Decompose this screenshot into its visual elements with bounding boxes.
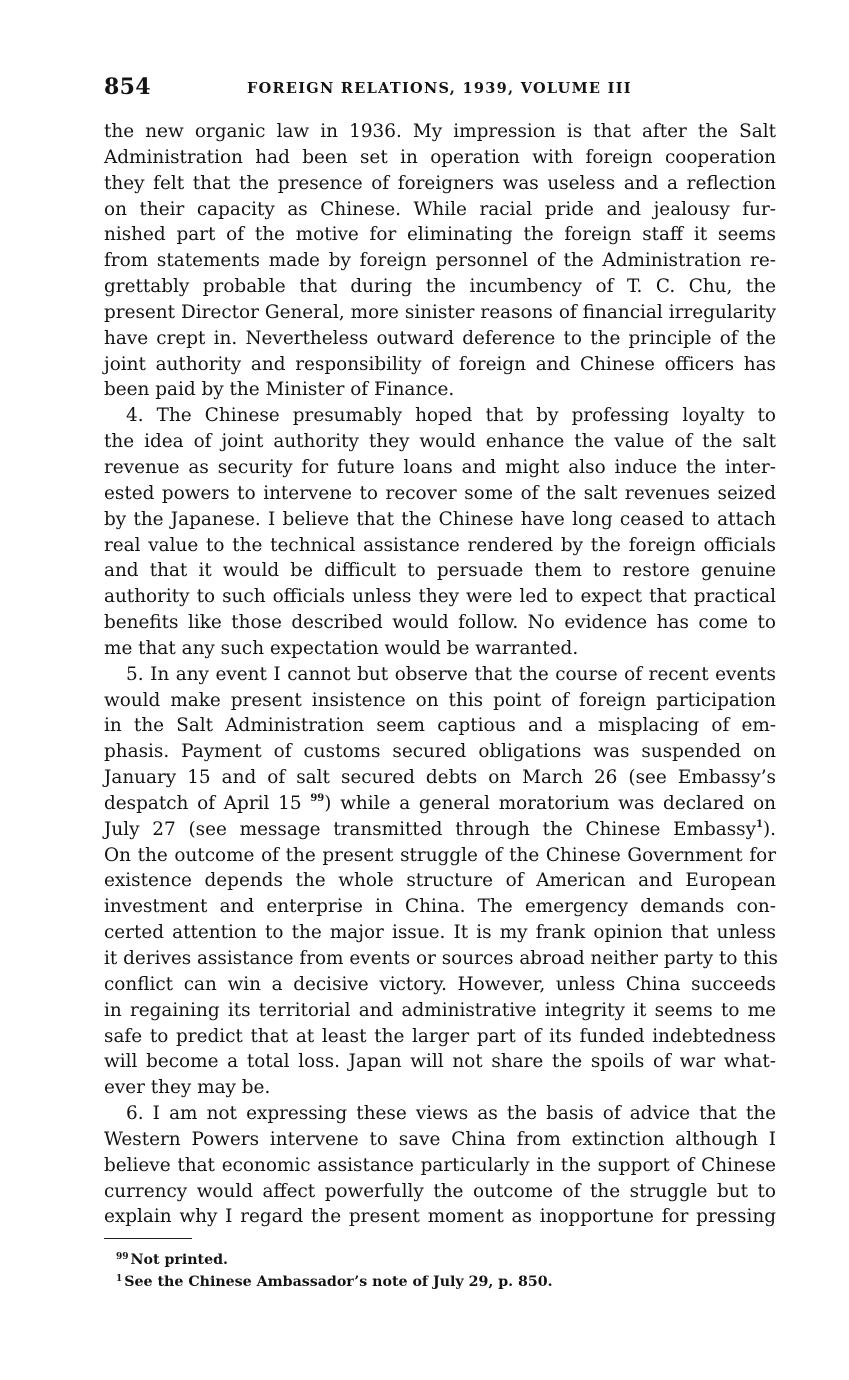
- text-line: revenue as security for future loans and might also induce the inter-: [104, 456, 776, 478]
- text-fragment: ).: [762, 818, 776, 840]
- text-line: on their capacity as Chinese. While racial pride and jealousy fur-: [104, 198, 776, 220]
- text-line: ever they may be.: [104, 1077, 271, 1099]
- text-line: by the Japanese. I believe that the Chinese have long ceased to attach: [104, 508, 776, 530]
- text-fragment: ) while a general moratorium was declared on: [324, 792, 776, 814]
- text-line: currency would affect powerfully the outcome of the struggle but to: [104, 1180, 776, 1202]
- text-line: certed attention to the major issue. It is my frank opinion that unless: [104, 922, 776, 944]
- text-line: grettably probable that during the incumbency of T. C. Chu, the: [104, 276, 776, 298]
- text-line: from statements made by foreign personnel of the Administration re-: [104, 250, 776, 272]
- page-header: [104, 74, 776, 106]
- text-line: authority to such officials unless they were led to expect that practical: [104, 586, 776, 608]
- text-line: [104, 791, 776, 817]
- text-line: the idea of joint authority they would enhance the value of the salt: [104, 431, 776, 453]
- text-line: safe to predict that at least the larger part of its funded indebtedness: [104, 1025, 776, 1047]
- text-line: nished part of the motive for eliminating the foreign staff it seems: [104, 224, 776, 246]
- text-line: in the Salt Administration seem captious and a misplacing of em-: [104, 715, 776, 737]
- text-line: January 15 and of salt secured debts on March 26 (see Embassy’s: [104, 767, 776, 789]
- text-line: and that it would be difficult to persuade them to restore genuine: [104, 560, 776, 582]
- footnote-text: Not printed.: [130, 1252, 228, 1268]
- text-line: present Director General, more sinister reasons of financial irregularity: [104, 301, 776, 323]
- text-line: the new organic law in 1936. My impression is that after the Salt: [104, 121, 776, 142]
- page-number: 854: [104, 74, 151, 100]
- text-line: me that any such expectation would be warranted.: [104, 637, 579, 659]
- footnote: [116, 1248, 553, 1270]
- footnotes: [116, 1248, 553, 1292]
- text-line: joint authority and responsibility of foreign and Chinese officers has: [104, 353, 776, 375]
- text-line: explain why I regard the present moment as inopportune for pressing: [104, 1206, 776, 1228]
- footnote-separator: [104, 1238, 192, 1239]
- text-line: ested powers to intervene to recover some of the salt revenues seized: [104, 482, 776, 504]
- text-line: they felt that the presence of foreigners was useless and a reflection: [104, 172, 776, 194]
- text-line: conflict can win a decisive victory. However, unless China succeeds: [104, 973, 776, 995]
- footnote: [116, 1270, 553, 1292]
- text-line: in regaining its territorial and administrative integrity it seems to me: [104, 999, 776, 1021]
- text-line: investment and enterprise in China. The emergency demands con-: [104, 896, 776, 918]
- text-line: existence depends the whole structure of American and European: [104, 870, 776, 892]
- footnote-ref: 1: [756, 818, 763, 830]
- text-line: real value to the technical assistance rendered by the foreign officials: [104, 534, 776, 556]
- text-line: have crept in. Nevertheless outward deference to the principle of the: [104, 327, 776, 349]
- footnote-text: See the Chinese Ambassador’s note of July 29, p. 850.: [124, 1274, 553, 1290]
- text-line: it derives assistance from events or sources abroad neither party to this: [104, 948, 778, 969]
- text-line: will become a total loss. Japan will not share the spoils of war what-: [104, 1051, 776, 1073]
- text-line: On the outcome of the present struggle of the Chinese Government for: [104, 844, 776, 866]
- paragraph-4-first-line: 4. The Chinese presumably hoped that by professing loyalty to: [126, 405, 776, 427]
- paragraph-5-first-line: 5. In any event I cannot but observe that the course of recent events: [126, 663, 776, 685]
- running-head: FOREIGN RELATIONS, 1939, VOLUME III: [247, 80, 632, 97]
- text-line: would make present insistence on this point of foreign participation: [104, 689, 776, 711]
- paragraph-6-first-line: 6. I am not expressing these views as the basis of advice that the: [126, 1103, 776, 1125]
- text-fragment: July 27 (see message transmitted through the Chinese Embassy: [104, 818, 756, 840]
- text-line: Western Powers intervene to save China from extinction although I: [104, 1128, 776, 1150]
- text-line: phasis. Payment of customs secured obligations was suspended on: [104, 741, 776, 763]
- text-fragment: despatch of April 15: [104, 792, 302, 814]
- text-line: benefits like those described would follow. No evidence has come to: [104, 612, 776, 634]
- text-line: Administration had been set in operation with foreign cooperation: [104, 146, 776, 168]
- footnote-ref: 99: [310, 792, 325, 804]
- footnote-mark: 1: [116, 1274, 123, 1284]
- text-line: [104, 817, 776, 843]
- footnote-mark: 99: [116, 1252, 129, 1262]
- text-line: believe that economic assistance particularly in the support of Chinese: [104, 1154, 776, 1176]
- text-line: been paid by the Minister of Finance.: [104, 379, 455, 401]
- body-text: [104, 119, 776, 1230]
